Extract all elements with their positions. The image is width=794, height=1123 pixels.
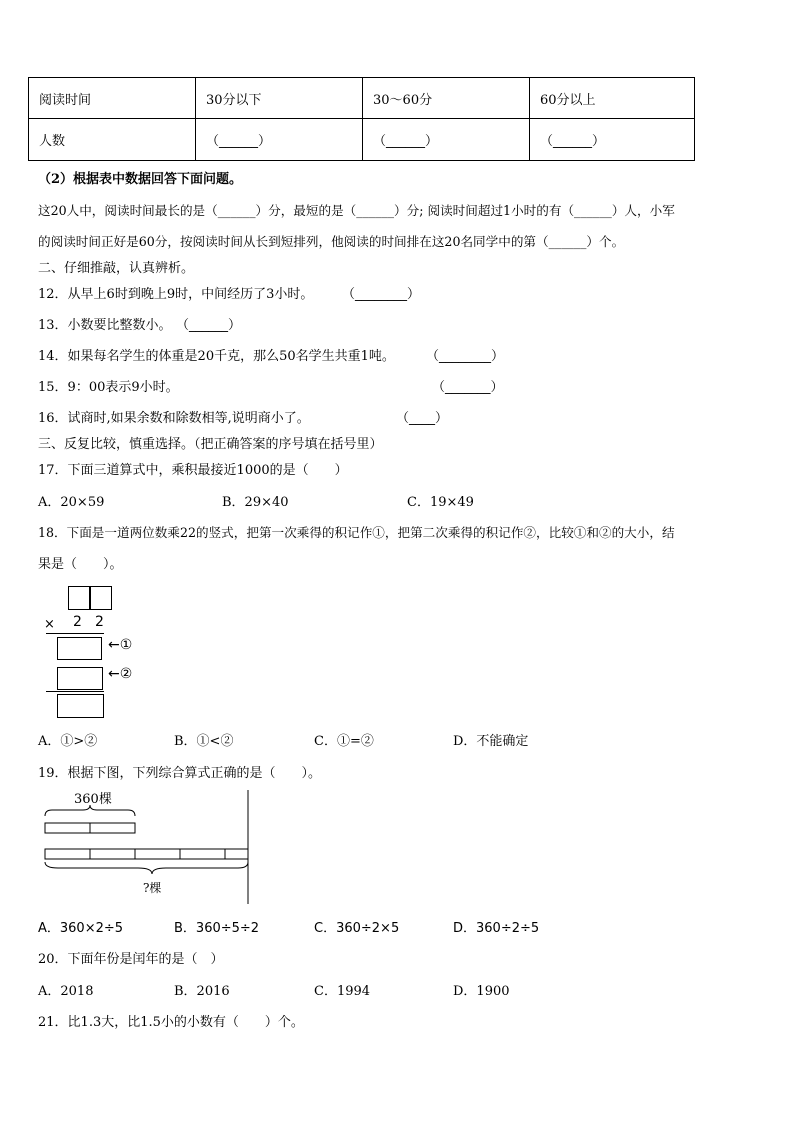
answer-blank[interactable]: （______）	[176, 318, 242, 333]
table-row	[29, 119, 695, 161]
question-16-text: 16．试商时,如果余数和除数相等,说明商小了。	[38, 411, 310, 426]
multiplier-digit: 2	[73, 614, 82, 630]
segment-diagram	[38, 786, 254, 906]
option-c[interactable]: C．19×49	[407, 495, 474, 510]
answer-blank[interactable]: （______）	[363, 119, 530, 161]
question-20-text: 20．下面年份是闰年的是（ ）	[38, 952, 224, 967]
option-b[interactable]: B．2016	[174, 984, 230, 999]
divider-line	[46, 691, 104, 692]
partial-product-2-box	[57, 667, 103, 690]
question-17-text: 17．下面三道算式中，乘积最接近1000的是（ ）	[38, 463, 348, 478]
answer-blank[interactable]: （____）	[396, 411, 449, 426]
option-d[interactable]: D．360÷2÷5	[453, 921, 540, 936]
question-21-text: 21．比1.3大，比1.5小的小数有（ ）个。	[38, 1015, 304, 1030]
question-2-line-2: 的阅读时间正好是60分，按阅读时间从长到短排列，他阅读的时间排在这20名同学中的第（______）个。	[38, 234, 625, 249]
answer-blank[interactable]: （______）	[196, 119, 363, 161]
table-row-label: 人数	[29, 119, 196, 161]
table-header-row	[29, 78, 695, 119]
question-12-text: 12．从早上6时到晚上9时，中间经历了3小时。	[38, 287, 314, 302]
question-2-line-1: 这20人中，阅读时间最长的是（______）分，最短的是（______）分; 阅读时间超过1小时的有（______）人，小军	[38, 203, 675, 218]
answer-blank[interactable]: （________）	[342, 287, 421, 302]
option-a[interactable]: A．①>②	[38, 734, 98, 749]
option-c[interactable]: C．1994	[314, 984, 371, 999]
table-header-cell: 30～60分	[363, 78, 530, 119]
question-14-text: 14．如果每名学生的体重是20千克，那么50名学生共重1吨。	[38, 349, 395, 364]
digit-box	[68, 586, 90, 610]
table-header-cell: 60分以上	[530, 78, 695, 119]
question-2-title: （2）根据表中数据回答下面问题。	[38, 172, 243, 187]
section-2-heading: 二、仔细推敲，认真辨析。	[38, 261, 195, 276]
option-a[interactable]: A．360×2÷5	[38, 921, 124, 936]
table-header-cell: 30分以下	[196, 78, 363, 119]
option-d[interactable]: D．1900	[453, 984, 510, 999]
times-sign: ×	[44, 617, 55, 632]
option-c[interactable]: C．360÷2×5	[314, 921, 400, 936]
option-a[interactable]: A．20×59	[38, 495, 105, 510]
option-b[interactable]: B．29×40	[222, 495, 289, 510]
answer-blank[interactable]: （_______）	[432, 380, 504, 395]
question-19-text: 19．根据下图，下列综合算式正确的是（ ）。	[38, 766, 322, 781]
product-box	[57, 694, 104, 718]
reading-time-table	[28, 77, 695, 161]
top-brace	[45, 805, 135, 816]
partial-product-1-box	[57, 637, 102, 660]
question-13-text: 13．小数要比整数小。	[38, 318, 172, 333]
digit-box	[90, 586, 112, 610]
answer-blank[interactable]: （______）	[530, 119, 695, 161]
arrow-label-1: ←①	[108, 637, 133, 653]
option-a[interactable]: A．2018	[38, 984, 94, 999]
table-header-cell: 阅读时间	[29, 78, 196, 119]
divider-line	[46, 633, 104, 634]
bottom-brace	[45, 862, 248, 874]
question-18-line-1: 18．下面是一道两位数乘22的竖式，把第一次乘得的积记作①，把第二次乘得的积记作②，比较①和②的大小，结	[38, 525, 675, 540]
section-3-heading: 三、反复比较，慎重选择。（把正确答案的序号填在括号里）	[38, 437, 383, 452]
option-b[interactable]: B．360÷5÷2	[174, 921, 260, 936]
arrow-label-2: ←②	[108, 666, 133, 682]
option-d[interactable]: D．不能确定	[453, 734, 529, 749]
question-18-line-2: 果是（ ）。	[38, 557, 123, 572]
question-15-text: 15．9：00表示9小时。	[38, 380, 179, 395]
option-b[interactable]: B．①<②	[174, 734, 234, 749]
multiplier-digit: 2	[95, 614, 104, 630]
long-segment	[45, 849, 248, 859]
answer-blank[interactable]: （________）	[426, 349, 505, 364]
bottom-label: ?棵	[143, 881, 162, 895]
option-c[interactable]: C．①=②	[314, 734, 374, 749]
top-label: 360棵	[74, 792, 112, 807]
